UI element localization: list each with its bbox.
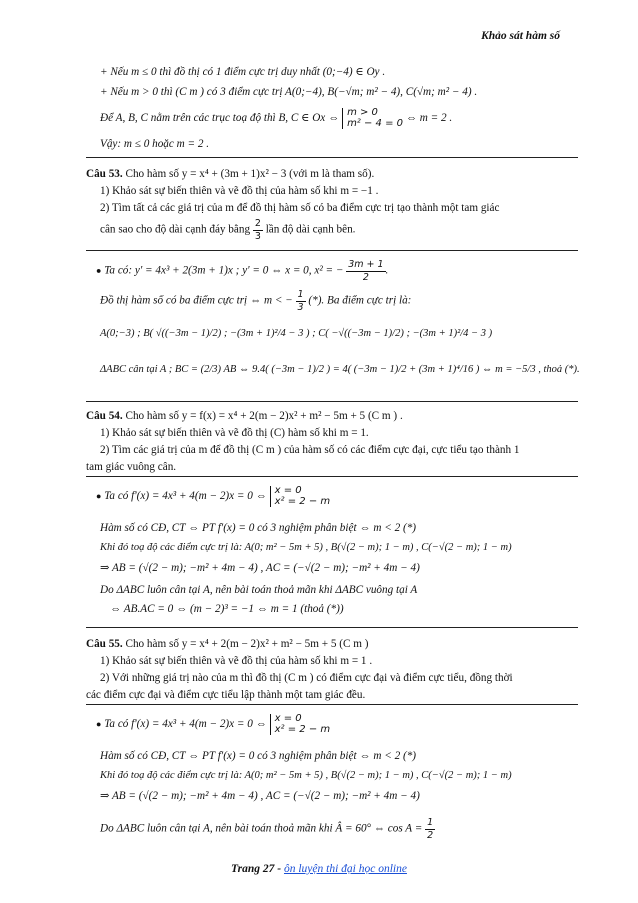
q53-derivative-text: Ta có: y' = 4x³ + 2(3m + 1)x ; y' = 0 ⇔ x = 0, x² = − [104, 264, 344, 277]
intro-system-eq2: m² − 4 = 0 [347, 117, 404, 129]
q55-statement-text: Cho hàm số y = x⁴ + 2(m − 2)x² + m² − 5m + 5 (C m ) [122, 638, 369, 650]
q54-bottom-divider [86, 627, 578, 628]
q55-part-2: 2) Với những giá trị nào của m thì đồ thị (C m ) có điểm cực đại và điểm cực tiểu, đồng thời [100, 672, 513, 684]
q55-cos-fraction [425, 818, 435, 840]
q54-derivative-text: Ta có f'(x) = 4x³ + 4(m − 2)x = 0 ⇔ [104, 490, 267, 503]
bullet-icon: ● [96, 719, 102, 730]
q53-part-2: 2) Tìm tất cả các giá trị của m để đồ thị hàm số có ba điểm cực trị tạo thành một tam giác [100, 202, 500, 214]
q54-system-eq2: x² = 2 − m [274, 495, 331, 507]
q53-condition-num: 1 [297, 289, 304, 300]
q53-root-fraction [346, 260, 385, 282]
q53-bottom-divider [86, 401, 578, 402]
q54-label: Câu 54. [86, 410, 123, 422]
intro-system [342, 108, 403, 129]
q55-solution-line-1 [96, 714, 330, 735]
q53-label: Câu 53. [86, 168, 123, 180]
intro-system-eq1: m > 0 [347, 107, 378, 118]
q55-system [270, 714, 331, 735]
intro-line-3 [100, 108, 452, 129]
q53-ratio-den: 3 [254, 230, 261, 242]
intro-line-3-tail: ⇔ m = 2 . [405, 112, 453, 125]
q54-solution-line-2: Hàm số có CĐ, CT ⇔ PT f'(x) = 0 có 3 nghiệm phân biệt ⇔ m < 2 (*) [100, 522, 417, 534]
q55-part-3: các điểm cực đại và điểm cực tiểu lập thành một tam giác đều. [86, 689, 366, 701]
page-footer [0, 863, 638, 875]
q55-divider [86, 704, 578, 705]
separator-line [86, 157, 578, 158]
q54-part-1: 1) Khảo sát sự biến thiên và vẽ đồ thị (C) hàm số khi m = 1. [100, 427, 369, 439]
q53-solution-line-4: ΔABC cân tại A ; BC = (2/3) AB ⇔ 9.4( (−3m − 1)/2 ) = 4( (−3m − 1)/2 + (3m + 1)⁴/16 ) ⇔ m = −5/3 , thoả (*). [100, 364, 580, 375]
bullet-icon: ● [96, 491, 102, 502]
q54-solution-line-3: Khi đó toạ độ các điểm cực trị là: A(0; m² − 5m + 5) , B(√(2 − m); 1 − m) , C(−√(2 − m); 1 − m) [100, 542, 512, 553]
intro-line-3-text: Để A, B, C nằm trên các trục toạ độ thì B, C ∈ Ox ⇔ [100, 112, 340, 125]
q54-part-2: 2) Tìm các giá trị của m để đồ thị (C m ) của hàm số có các điểm cực đại, cực tiểu tạo thành 1 [100, 444, 520, 456]
q54-solution-line-1 [96, 486, 330, 507]
q54-divider [86, 476, 578, 477]
page-number: Trang 27 - [231, 863, 284, 875]
bullet-icon: ● [96, 265, 102, 276]
q54-system [270, 486, 331, 507]
q53-part-3-b: lần độ dài cạnh bên. [265, 223, 356, 236]
q53-statement [86, 168, 374, 181]
q55-solution-line-2: Hàm số có CĐ, CT ⇔ PT f'(x) = 0 có 3 nghiệm phân biệt ⇔ m < 2 (*) [100, 750, 417, 762]
q55-cos-den: 2 [427, 829, 434, 841]
q53-divider [86, 250, 578, 251]
q55-solution-line-4: ⇒ AB = (√(2 − m); −m² + 4m − 4) , AC = (−√(2 − m); −m² + 4m − 4) [100, 790, 420, 802]
q54-system-eq1: x = 0 [274, 485, 302, 496]
page-header: Khảo sát hàm số [481, 30, 560, 42]
q53-condition-fraction [296, 290, 306, 312]
intro-line-4: Vậy: m ≤ 0 hoặc m = 2 . [100, 138, 210, 150]
q55-condition-text: Do ΔABC luôn cân tại A, nên bài toán thoả mãn khi Â = 60° ⇔ cos A = [100, 822, 423, 835]
q53-condition-tail: (*). Ba điểm cực trị là: [308, 294, 412, 307]
q55-cos-num: 1 [427, 817, 434, 828]
q55-system-eq2: x² = 2 − m [274, 723, 331, 735]
q54-statement [86, 410, 403, 423]
q55-derivative-text: Ta có f'(x) = 4x³ + 4(m − 2)x = 0 ⇔ [104, 718, 267, 731]
q54-solution-line-5: Do ΔABC luôn cân tại A, nên bài toán thoả mãn khi ΔABC vuông tại A [100, 584, 418, 596]
q53-condition-text: Đồ thị hàm số có ba điểm cực trị ⇔ m < − [100, 294, 293, 307]
footer-link[interactable]: ôn luyện thi đại học online [283, 863, 407, 875]
intro-line-2: + Nếu m > 0 thì (C m ) có 3 điểm cực trị A(0;−4), B(−√m; m² − 4), C(√m; m² − 4) . [100, 86, 478, 98]
q55-label: Câu 55. [86, 638, 123, 650]
q53-part-1: 1) Khảo sát sự biến thiên và vẽ đồ thị của hàm số khi m = −1 . [100, 185, 379, 197]
q55-part-1: 1) Khảo sát sự biến thiên và vẽ đồ thị của hàm số khi m = 1 . [100, 655, 373, 667]
q53-ratio-num: 2 [254, 218, 261, 229]
q54-solution-line-6: ⇔ AB.AC = 0 ⇔ (m − 2)³ = −1 ⇔ m = 1 (thoả (*)) [110, 603, 344, 615]
q53-part-3-a: cân sao cho độ dài cạnh đáy bằng [100, 223, 251, 236]
q55-statement [86, 638, 368, 651]
q53-statement-text: Cho hàm số y = x⁴ + (3m + 1)x² − 3 (với m là tham số). [122, 168, 375, 180]
q53-root-num: 3m + 1 [348, 259, 384, 270]
q55-solution-line-5 [100, 818, 435, 840]
q53-solution-line-3: A(0;−3) ; B( √((−3m − 1)/2) ; −(3m + 1)²/4 − 3 ) ; C( −√((−3m − 1)/2) ; −(3m + 1)²/4 − 3 ) [100, 328, 493, 339]
q53-solution-line-2 [100, 290, 411, 312]
q55-solution-line-3: Khi đó toạ độ các điểm cực trị là: A(0; m² − 5m + 5) , B(√(2 − m); 1 − m) , C(−√(2 − m); 1 − m) [100, 770, 512, 781]
q53-ratio-fraction [253, 219, 263, 241]
q54-statement-text: Cho hàm số y = f(x) = x⁴ + 2(m − 2)x² + m² − 5m + 5 (C m ) . [122, 410, 403, 422]
q53-part-3 [100, 219, 355, 241]
q54-solution-line-4: ⇒ AB = (√(2 − m); −m² + 4m − 4) , AC = (−√(2 − m); −m² + 4m − 4) [100, 562, 420, 574]
q53-solution-line-1: ● Ta có: y' = 4x³ + 2(3m + 1)x ; y' = 0 ⇔ x = 0, x² = − $\frac{3m + 1}{2}$ . [96, 259, 389, 283]
intro-line-1: + Nếu m ≤ 0 thì đồ thị có 1 điểm cực trị duy nhất (0;−4) ∈ Oy . [100, 66, 386, 78]
q53-root-den: 2 [362, 271, 369, 283]
q53-condition-den: 3 [297, 301, 304, 313]
q54-part-3: tam giác vuông cân. [86, 461, 177, 473]
q55-system-eq1: x = 0 [274, 713, 302, 724]
